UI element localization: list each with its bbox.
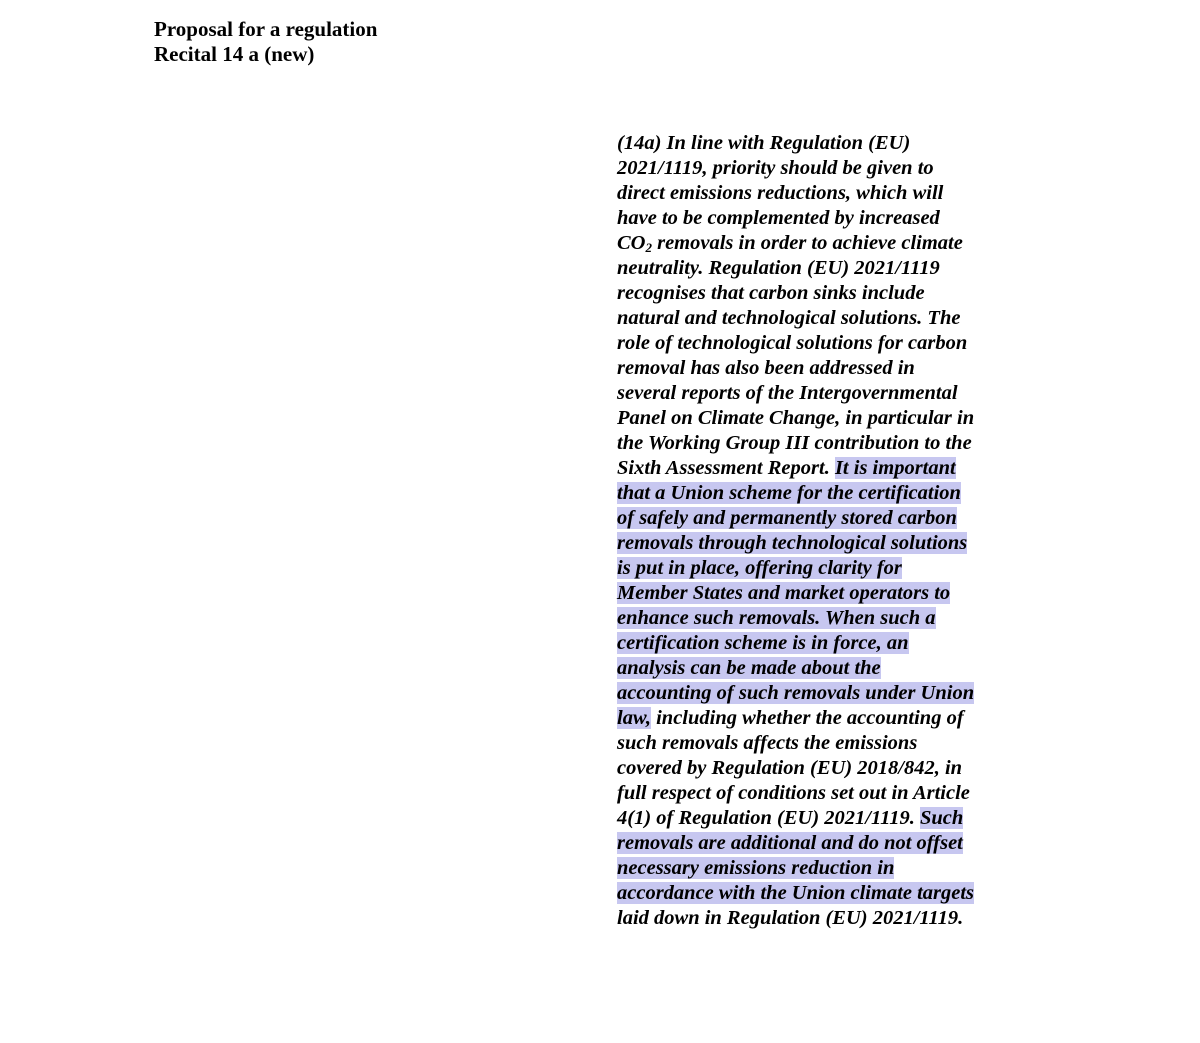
text-line [617,606,974,631]
text-line [617,431,974,456]
text-segment: several reports of the Intergovernmental [617,382,958,404]
text-line [617,281,974,306]
text-line [617,406,974,431]
text-segment: Panel on Climate Change, in particular in [617,407,975,429]
text-line [617,856,974,881]
highlighted-text[interactable]: removals through technological solutions [617,532,968,554]
text-line [617,731,974,756]
text-line [617,481,974,506]
text-line [617,181,974,206]
text-segment: laid down in Regulation (EU) 2021/1119. [617,907,964,929]
text-line [617,506,974,531]
text-line [617,656,974,681]
text-line [617,781,974,806]
text-segment: role of technological solutions for carbon [617,332,968,354]
highlighted-text[interactable]: of safely and permanently stored carbon [617,507,957,529]
text-line [617,631,974,656]
highlighted-text[interactable]: Member States and market operators to [617,582,951,604]
text-line [617,331,974,356]
highlighted-text[interactable]: certification scheme is in force, an [617,632,909,654]
text-segment: 4(1) of Regulation (EU) 2021/1119. [617,807,920,829]
highlighted-text[interactable]: accounting of such removals under Union [617,682,975,704]
text-line [617,256,974,281]
text-segment: (14a) In line with Regulation (EU) [617,132,911,154]
text-segment: 2021/1119, priority should be given to [617,157,934,179]
text-segment: removals in order to achieve climate [651,232,963,254]
recital-reference: Recital 14 a (new) [154,42,315,66]
text-line [617,806,974,831]
text-segment: direct emissions reductions, which will [617,182,944,204]
text-line [617,206,974,231]
text-line [617,581,974,606]
text-line [617,306,974,331]
text-line [617,681,974,706]
text-line [617,556,974,581]
document-type-title: Proposal for a regulation [154,17,378,41]
text-segment: covered by Regulation (EU) 2018/842, in [617,757,963,779]
text-segment: CO [617,232,646,254]
highlighted-text[interactable]: that a Union scheme for the certification [617,482,961,504]
text-line [617,356,974,381]
text-segment: removal has also been addressed in [617,357,915,379]
text-segment: such removals affects the emissions [617,732,918,754]
highlighted-text[interactable]: Such [919,807,964,829]
text-segment: recognises that carbon sinks include [617,282,925,304]
text-line [617,456,974,481]
amendment-text[interactable] [617,131,974,931]
text-segment: the Working Group III contribution to the [617,432,972,454]
text-segment: including whether the accounting of [650,707,964,729]
text-line [617,756,974,781]
highlighted-text[interactable]: is put in place, offering clarity for [617,557,902,579]
text-line [617,906,974,931]
text-segment: Sixth Assessment Report. [617,457,835,479]
text-segment: neutrality. Regulation (EU) 2021/1119 [617,257,940,279]
text-line [617,131,974,156]
text-line [617,706,974,731]
highlighted-text[interactable]: removals are additional and do not offset [617,832,963,854]
text-segment: full respect of conditions set out in Article [617,782,970,804]
subscript-text: 2 [645,240,652,255]
text-line [617,881,974,906]
highlighted-text[interactable]: law, [617,707,651,729]
highlighted-text[interactable]: necessary emissions reduction in [617,857,895,879]
document-heading [154,17,377,67]
text-line [617,156,974,181]
text-segment: have to be complemented by increased [617,207,940,229]
text-line [617,531,974,556]
text-segment: natural and technological solutions. The [617,307,961,329]
highlighted-text[interactable]: accordance with the Union climate targets [617,882,975,904]
text-line [617,831,974,856]
highlighted-text[interactable]: It is important [834,457,956,479]
highlighted-text[interactable]: analysis can be made about the [617,657,881,679]
text-line [617,381,974,406]
highlighted-text[interactable]: enhance such removals. When such a [617,607,936,629]
text-line [617,231,974,256]
